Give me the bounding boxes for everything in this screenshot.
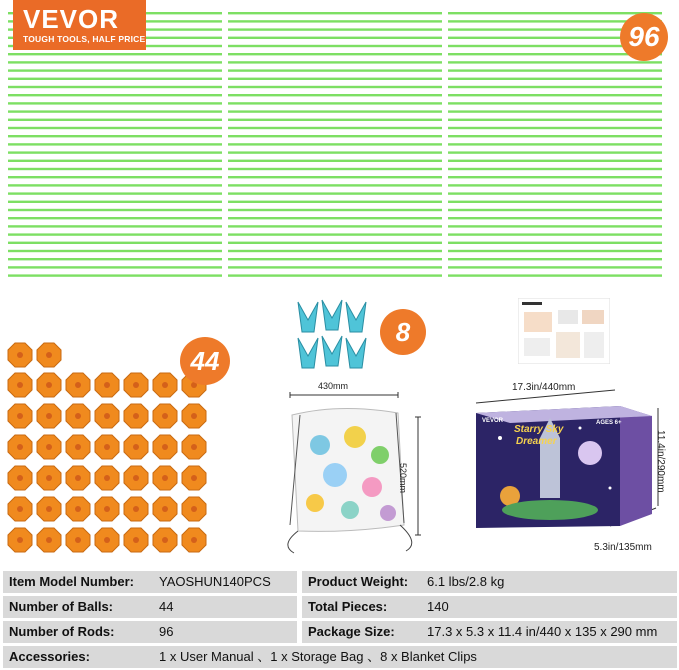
- ball: [8, 404, 32, 428]
- rod: [448, 209, 662, 211]
- rod: [448, 250, 662, 252]
- rod: [448, 274, 662, 276]
- ball: [8, 497, 32, 521]
- rod: [8, 69, 222, 71]
- clips-count-badge: [380, 309, 426, 355]
- ball: [37, 343, 61, 367]
- bag-width-label: 430mm: [318, 381, 349, 391]
- ball: [153, 404, 177, 428]
- box-depth-label: 5.3in/135mm: [594, 542, 652, 553]
- spec-row-accessories: [3, 646, 677, 668]
- rod: [228, 20, 442, 22]
- spec-value: 140: [427, 599, 449, 614]
- rod: [448, 94, 662, 96]
- rod: [8, 110, 222, 112]
- ball: [66, 466, 90, 490]
- rod: [448, 168, 662, 170]
- rod: [228, 160, 442, 162]
- rod: [448, 176, 662, 178]
- rod: [228, 143, 442, 145]
- rod: [8, 143, 222, 145]
- rod: [8, 242, 222, 244]
- spec-value: 44: [159, 599, 174, 614]
- rod: [8, 266, 222, 268]
- ball: [37, 466, 61, 490]
- rod: [228, 94, 442, 96]
- rod: [8, 184, 222, 186]
- rod: [448, 86, 662, 88]
- ball: [153, 528, 177, 552]
- ball: [66, 435, 90, 459]
- rod: [8, 160, 222, 162]
- rod: [448, 127, 662, 129]
- rod: [448, 119, 662, 121]
- rod: [448, 184, 662, 186]
- ball: [37, 373, 61, 397]
- blanket-clip: [298, 338, 318, 368]
- rod: [228, 242, 442, 244]
- ball: [95, 404, 119, 428]
- spec-value: 6.1 lbs/2.8 kg: [427, 574, 505, 589]
- rod: [228, 119, 442, 121]
- spec-value: 1 x User Manual 、1 x Storage Bag 、8 x Blanket Clips: [159, 649, 477, 664]
- spec-label: Product Weight:: [308, 574, 409, 589]
- rod: [228, 127, 442, 129]
- ball: [8, 435, 32, 459]
- ball: [8, 343, 32, 367]
- rod: [8, 61, 222, 63]
- box-ages-label: AGES 6+: [596, 420, 622, 426]
- rod: [448, 110, 662, 112]
- storage-bag-graphic: [280, 375, 440, 565]
- ball: [95, 466, 119, 490]
- rod: [228, 192, 442, 194]
- blanket-clip: [298, 302, 318, 332]
- ball: [182, 497, 206, 521]
- rod: [8, 176, 222, 178]
- rod: [448, 266, 662, 268]
- rod: [228, 135, 442, 137]
- spec-label: Number of Rods:: [9, 624, 115, 639]
- rod: [228, 209, 442, 211]
- box-brand: VEVOR: [482, 418, 504, 424]
- blanket-clip: [322, 336, 342, 366]
- rod: [448, 102, 662, 104]
- rod: [448, 135, 662, 137]
- rod: [448, 233, 662, 235]
- ball: [95, 528, 119, 552]
- ball: [95, 435, 119, 459]
- rod: [228, 12, 442, 14]
- storage-bag-image: [280, 375, 440, 565]
- ball: [153, 497, 177, 521]
- spec-row-weight: [302, 571, 677, 593]
- rods-count: 96: [628, 21, 660, 52]
- spec-label: Package Size:: [308, 624, 395, 639]
- ball: [66, 404, 90, 428]
- spec-value: 17.3 x 5.3 x 11.4 in/440 x 135 x 290 mm: [427, 624, 658, 639]
- user-manual-graphic: [518, 298, 610, 364]
- specs-table: [0, 569, 679, 670]
- ball: [95, 373, 119, 397]
- rod: [8, 225, 222, 227]
- blanket-clip: [346, 302, 366, 332]
- spec-row-package-size: [302, 621, 677, 643]
- spec-row-rods: [3, 621, 297, 643]
- rod: [448, 201, 662, 203]
- rod: [228, 225, 442, 227]
- rod: [448, 151, 662, 153]
- rod: [228, 250, 442, 252]
- ball: [153, 466, 177, 490]
- rod: [448, 258, 662, 260]
- rod: [228, 201, 442, 203]
- rod: [448, 78, 662, 80]
- rod: [8, 53, 222, 55]
- rod: [8, 78, 222, 80]
- ball: [66, 497, 90, 521]
- ball: [182, 435, 206, 459]
- rod: [8, 86, 222, 88]
- rod: [448, 225, 662, 227]
- rod: [448, 160, 662, 162]
- rod: [8, 135, 222, 137]
- rod: [8, 201, 222, 203]
- spec-label: Total Pieces:: [308, 599, 388, 614]
- rod: [8, 94, 222, 96]
- rod: [228, 37, 442, 39]
- rod: [448, 192, 662, 194]
- box-length-label: 17.3in/440mm: [512, 382, 576, 393]
- rod: [228, 69, 442, 71]
- brand-logo: [13, 0, 146, 50]
- ball: [37, 435, 61, 459]
- ball: [124, 497, 148, 521]
- rod: [448, 217, 662, 219]
- blanket-clip: [346, 338, 366, 368]
- ball: [182, 404, 206, 428]
- clips-count: 8: [395, 316, 411, 347]
- clips-graphic: [290, 298, 390, 373]
- ball: [182, 528, 206, 552]
- ball: [95, 497, 119, 521]
- spec-label: Accessories:: [9, 649, 90, 664]
- rod: [228, 78, 442, 80]
- ball: [66, 373, 90, 397]
- rod: [8, 127, 222, 129]
- rod: [228, 233, 442, 235]
- rod: [228, 61, 442, 63]
- bag-height-label: 520mm: [398, 463, 408, 494]
- spec-label: Number of Balls:: [9, 599, 114, 614]
- ball: [37, 497, 61, 521]
- spec-value: YAOSHUN140PCS: [159, 574, 271, 589]
- rods-count-badge: [620, 13, 668, 61]
- spec-row-balls: [3, 596, 297, 618]
- rod: [8, 209, 222, 211]
- ball: [37, 528, 61, 552]
- ball: [8, 528, 32, 552]
- package-box-image: [470, 378, 670, 558]
- ball: [182, 466, 206, 490]
- box-title-line2: Dreamer: [516, 436, 557, 447]
- rod: [8, 217, 222, 219]
- rod: [228, 258, 442, 260]
- package-box-graphic: [470, 378, 670, 558]
- rod: [8, 102, 222, 104]
- ball: [124, 435, 148, 459]
- ball: [124, 466, 148, 490]
- rod: [8, 151, 222, 153]
- rod: [228, 102, 442, 104]
- spec-value: 96: [159, 624, 174, 639]
- rod: [228, 176, 442, 178]
- rod: [8, 250, 222, 252]
- rod: [8, 168, 222, 170]
- brand-tagline: TOUGH TOOLS, HALF PRICE: [23, 34, 146, 44]
- ball: [153, 435, 177, 459]
- rod: [228, 168, 442, 170]
- ball: [8, 373, 32, 397]
- ball: [124, 528, 148, 552]
- rod: [228, 217, 442, 219]
- rod: [228, 151, 442, 153]
- clips-image: [290, 298, 390, 373]
- user-manual-image: [518, 298, 610, 364]
- rod: [8, 274, 222, 276]
- rod: [228, 28, 442, 30]
- rod: [448, 69, 662, 71]
- blanket-clip: [322, 300, 342, 330]
- ball: [153, 373, 177, 397]
- rod: [228, 184, 442, 186]
- rod: [448, 61, 662, 63]
- spec-label: Item Model Number:: [9, 574, 134, 589]
- box-height-label: 11.4in/290mm: [655, 430, 666, 493]
- balls-count: 44: [190, 345, 220, 376]
- brand-name: VEVOR: [23, 4, 120, 34]
- box-title-line1: Starry Sky: [514, 424, 564, 435]
- rod: [228, 45, 442, 47]
- rod: [448, 143, 662, 145]
- balls-count-badge: [180, 337, 230, 385]
- rod: [448, 242, 662, 244]
- spec-row-model: [3, 571, 297, 593]
- rod: [228, 110, 442, 112]
- ball: [8, 466, 32, 490]
- rod: [448, 12, 662, 14]
- ball: [124, 404, 148, 428]
- ball: [37, 404, 61, 428]
- rod: [8, 192, 222, 194]
- rod: [228, 274, 442, 276]
- rod: [8, 119, 222, 121]
- rod: [228, 53, 442, 55]
- spec-row-total-pieces: [302, 596, 677, 618]
- rod: [8, 258, 222, 260]
- rod: [228, 86, 442, 88]
- ball: [124, 373, 148, 397]
- rod: [228, 266, 442, 268]
- rod: [8, 233, 222, 235]
- ball: [66, 528, 90, 552]
